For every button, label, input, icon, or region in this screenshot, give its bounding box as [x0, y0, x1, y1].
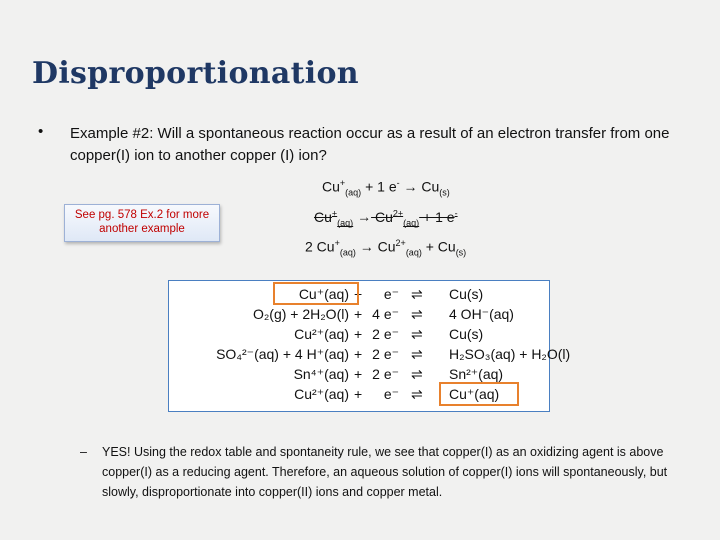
question-text: Example #2: Will a spontaneous reaction occur as a result of an electron transfer from one copper(I) ion to another copper (I) ion?: [70, 125, 670, 164]
table-row: [169, 324, 549, 344]
row-right: Cu(s): [449, 326, 484, 342]
row-plus: +: [354, 306, 363, 322]
row-left: Cu²⁺(aq): [294, 326, 349, 342]
eq2-charge: +: [331, 208, 338, 218]
highlight-oxidizing-agent: [273, 282, 359, 305]
row-electrons: 2 e⁻: [372, 346, 399, 362]
equation-oxidation: [314, 208, 458, 227]
row-electrons: 2 e⁻: [372, 366, 399, 382]
eq2-product-charge: 2+: [392, 208, 404, 218]
redox-table: [168, 280, 571, 412]
eq2-tail-charge: -: [454, 208, 458, 218]
eq1-electron-charge: -: [396, 178, 400, 188]
equilibrium-arrow-icon: ⇌: [411, 326, 422, 342]
highlight-reducing-agent: [439, 382, 519, 406]
eq2-reactant-group: [314, 208, 354, 228]
eq2-tail-group: [419, 209, 457, 225]
table-row: [169, 284, 549, 304]
row-electrons: e⁻: [383, 386, 399, 402]
table-row: [169, 364, 549, 384]
eq1-charge: +: [339, 178, 346, 188]
equation-reduction: [322, 178, 450, 197]
row-right: Cu(s): [449, 286, 484, 302]
eq1-reactant: Cu: [322, 178, 340, 195]
equilibrium-arrow-icon: ⇌: [411, 306, 422, 322]
row-electrons: 4 e⁻: [372, 306, 399, 322]
eq3-arrow-icon: →: [359, 238, 374, 255]
answer-text: YES! Using the redox table and spontaneity rule, we see that copper(I) as an oxidizing agent is above copper(I) as a reducing agent. Therefore, an aqueous solution of copper(I) ions will spontaneously, but slowly, disproportionate into copper(II) ions and copper metal.: [102, 445, 668, 499]
eq1-state: (aq): [345, 187, 362, 198]
row-plus: +: [354, 286, 363, 302]
eq3-tail: + Cu: [421, 238, 456, 255]
row-electrons: e⁻: [383, 286, 399, 302]
eq3-charge: +: [334, 238, 340, 248]
eq1-arrow-icon: →: [403, 178, 418, 195]
answer-block: [80, 442, 700, 502]
equilibrium-arrow-icon: ⇌: [411, 366, 422, 382]
eq3-tail-state: (s): [455, 247, 467, 258]
equation-overall: [305, 238, 466, 257]
row-left: SO₄²⁻(aq) + 4 H⁺(aq): [216, 346, 349, 362]
eq2-reactant: Cu: [314, 208, 332, 225]
row-left: Cu²⁺(aq): [294, 386, 349, 402]
row-right: Sn²⁺(aq): [449, 366, 504, 382]
table-row: [169, 304, 549, 324]
row-plus: +: [354, 326, 363, 342]
equilibrium-arrow-icon: ⇌: [411, 286, 422, 302]
row-left: O₂(g) + 2H₂O(l): [252, 306, 349, 322]
eq1-electron: + 1 e: [361, 178, 397, 195]
eq2-state: (aq): [337, 217, 354, 228]
eq2-tail: + 1 e: [419, 208, 455, 225]
eq3-product: Cu: [373, 238, 396, 255]
equilibrium-arrow-icon: ⇌: [411, 346, 422, 362]
eq3-product-charge: 2+: [395, 238, 406, 248]
row-right: 4 OH⁻(aq): [449, 306, 514, 322]
eq2-arrow-icon: →: [357, 208, 372, 225]
reference-note: See pg. 578 Ex.2 for more another example: [64, 204, 220, 242]
equilibrium-arrow-icon: ⇌: [411, 386, 422, 402]
row-right: H₂SO₃(aq) + H₂O(l): [449, 346, 571, 362]
table-row: [169, 344, 571, 364]
eq2-product-state: (aq): [403, 217, 420, 228]
eq1-product-state: (s): [439, 187, 450, 198]
slide-title: Disproportionation: [32, 56, 359, 91]
answer-dash: –: [80, 445, 87, 459]
row-left: Sn⁴⁺(aq): [293, 366, 349, 382]
row-right: Cu⁺(aq): [449, 386, 500, 402]
row-left: Cu⁺(aq): [298, 286, 349, 302]
row-plus: +: [354, 346, 363, 362]
eq3-reactant: 2 Cu: [305, 238, 335, 255]
eq1-product: Cu: [417, 178, 440, 195]
row-plus: +: [354, 386, 363, 402]
eq2-product-group: [371, 208, 420, 228]
eq3-product-state: (aq): [405, 247, 422, 258]
eq3-state: (aq): [339, 247, 356, 258]
bullet-marker: •: [38, 123, 44, 140]
row-electrons: 2 e⁻: [372, 326, 399, 342]
eq2-product: Cu: [371, 208, 393, 225]
row-plus: +: [354, 366, 363, 382]
